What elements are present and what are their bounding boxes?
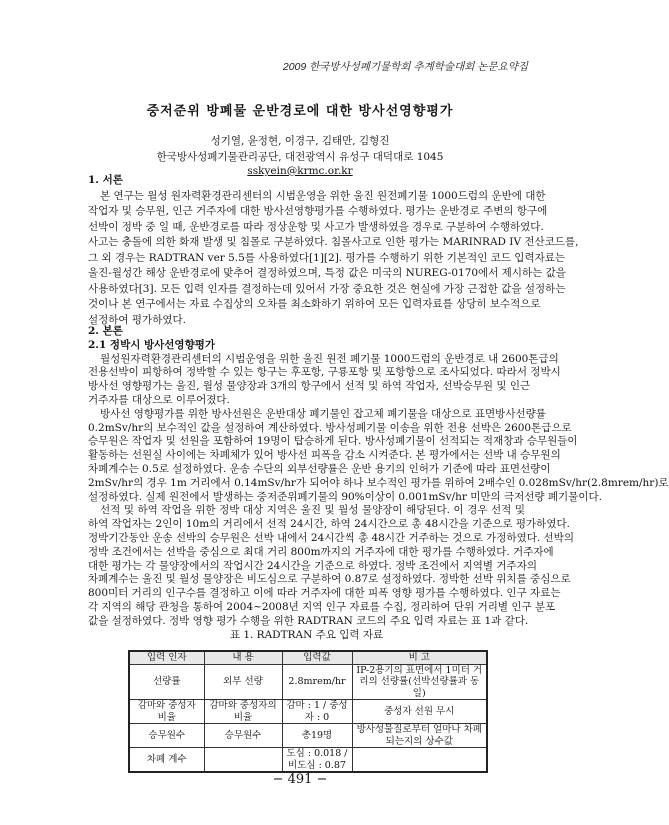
text-line: 차폐계수는 울진 및 월성 물양장은 비도심으로 구분하여 0.87로 설정하였다. 정박한 선박 위치를 중심으로 — [88, 573, 571, 586]
column-header: 입력값 — [282, 651, 352, 664]
text-line: 활동하는 선원실 사이에는 차폐체가 있어 방사선 피폭을 감소 시켜준다. 본 평가에서는 선박 내 승무원의 — [88, 449, 561, 462]
text-line: 하역 작업자는 2인이 10m의 거리에서 선적 24시간, 하역 24시간으로 총 48시간을 기준으로 평가하였다. — [88, 518, 570, 531]
table-cell: 차폐 계수 — [129, 748, 204, 773]
table-row — [129, 724, 487, 748]
table-cell: 방사성물질로부터 얼마나 차폐되는지의 상수값 — [352, 724, 487, 748]
table-cell: 감마 : 1 / 중성자 : 0 — [282, 700, 352, 724]
table-cell — [352, 748, 487, 773]
table-cell: 중성자 선원 무시 — [352, 700, 487, 724]
body-paragraph — [88, 352, 561, 408]
table-row — [129, 748, 487, 773]
text-line: 전용선박이 피항하여 정박할 수 있는 항구는 후포항, 구룡포항 및 포항항으로 조사되었다. 따라서 정박시 — [88, 366, 561, 379]
text-line: 승무원은 작업자 및 선원을 포함하여 19명이 탑승하게 된다. 방사성폐기물이 선적되는 적재창과 승무원들이 — [88, 435, 578, 448]
text-line: 방사선 영향평가를 위한 방사선원은 운반대상 폐기물인 잡고체 폐기물을 대상으로 표면방사선량률 — [100, 407, 546, 420]
author-email[interactable]: sskyein@krmc.or.kr — [247, 165, 353, 177]
section-heading: 2. 본론 — [88, 325, 123, 337]
text-line: 방사선 영향평가는 울진, 월성 물양장과 3개의 항구에서 선적 및 하역 작업자, 선박승무원 및 인근 — [88, 380, 531, 393]
paper-title: 중저준위 방폐물 운반경로에 대한 방사선영향평가 — [146, 104, 454, 119]
text-line: 사고는 충돌에 의한 화재 발생 및 침몰로 구분하였다. 침몰사고로 인한 평가는 MARINRAD IV 전산코드를, — [88, 236, 579, 248]
body-paragraph — [88, 407, 669, 505]
table-row — [129, 700, 487, 724]
text-line: 각 지역의 해당 관청을 통하여 2004~2008년 지역 인구 자료를 수집, 정리하여 단위 거리별 인구 분포 — [88, 600, 556, 613]
text-line: 선적 및 하역 작업을 위한 정박 대상 지역은 울진 및 월성 물양장이 해당된다. 이 경우 선적 및 — [100, 504, 525, 517]
page-number: − 491 − — [272, 772, 328, 787]
intro-paragraph — [88, 189, 579, 329]
table-cell — [204, 748, 282, 773]
column-header: 입력 인자 — [129, 651, 204, 664]
text-line: 대한 평가는 각 물양장에서의 작업시간 24시간을 기준으로 하였다. 정박 조건에서 지역별 거주자의 — [88, 559, 537, 572]
text-line: 사용하였다[3]. 모든 입력 인자를 결정하는데 있어서 가장 중요한 것은 현실에 가장 근접한 값을 설정하는 — [88, 282, 566, 295]
main-section — [88, 325, 669, 642]
text-line: 본 연구는 월성 원자력환경관리센터의 시범운영을 위한 울진 원전폐기물 1000드럼의 운반에 대한 — [100, 189, 546, 202]
text-line: 그 외 경우는 RADTRAN ver 5.5를 사용하였다[1][2]. 평가를 수행하기 위한 기본적인 코드 입력자료는 — [88, 251, 566, 264]
affiliation: 한국방사성폐기물관리공단, 대전광역시 유성구 대덕대로 1045 — [156, 151, 444, 163]
text-line: 800미터 거리의 인구수를 결정하고 이에 따라 거주자에 대한 피폭 영향 평가를 수행하였다. 인구 자료는 — [88, 587, 561, 600]
table-cell: 2.8mrem/hr — [282, 664, 352, 700]
section-heading: 1. 서론 — [88, 174, 123, 186]
text-line: 울진-월성간 해상 운반경로에 맞추어 결정하였으며, 특정 값은 미국의 NUREG-0170에서 제시하는 값을 — [88, 267, 566, 279]
table-caption: 표 1. RADTRAN 주요 입력 자료 — [229, 628, 384, 641]
column-header: 내 용 — [204, 651, 282, 664]
text-line: 월성원자력환경관리센터의 시범운영을 위한 울진 원전 폐기물 1000드럼의 운반경로 내 2600톤급의 — [100, 352, 559, 365]
text-line: 설정하여 평가하였다. — [88, 313, 186, 326]
text-line: 2mSv/hr의 경우 1m 거리에서 0.14mSv/hr가 되어야 하나 보수적인 평가를 위하여 2배수인 0.028mSv/hr(2.8mrem/hr)로 — [88, 476, 669, 489]
table-row — [129, 664, 487, 700]
text-line: 차폐계수는 0.5로 설정하였다. 운송 수단의 외부선량률은 운반 용기의 인허가 기준에 따라 표면선량이 — [88, 462, 551, 475]
table-cell: 선량률 — [129, 664, 204, 700]
input-data-table — [128, 650, 488, 773]
table-cell: 도심 : 0.018 / 비도심 : 0.87 — [282, 748, 352, 773]
column-header: 비 고 — [352, 651, 487, 664]
authors: 성기열, 윤정현, 이경구, 김태만, 김형진 — [210, 135, 390, 147]
text-line: 정박기간동안 운송 선박의 승무원은 선박 내에서 24시간씩 총 48시간 거주하는 것으로 가정하였다. 선박의 — [88, 531, 574, 544]
text-line: 0.2mSv/hr의 보수적인 값을 설정하여 계산하였다. 방사성폐기물 이송을 위한 전용 선박은 2600톤급으로 — [88, 421, 572, 434]
table-cell: 총19명 — [282, 724, 352, 748]
subsection-heading: 2.1 정박시 방사선영향평가 — [88, 338, 216, 351]
table-header-row — [129, 651, 487, 664]
table-cell: 승무원수 — [129, 724, 204, 748]
text-line: 값을 설정하였다. 정박 영향 평가 수행을 위한 RADTRAN 코드의 주요 입력 자료는 표 1과 같다. — [88, 614, 529, 627]
table-cell: 감마와 중성자 비율 — [129, 700, 204, 724]
text-line: 작업자 및 승무원, 인근 거주자에 대한 방사선영향평가를 수행하였다. 평가는 운반경로 주변의 항구에 — [88, 205, 548, 217]
table-cell: 외부 선량 — [204, 664, 282, 700]
proceedings-header: 2009 한국방사성폐기물학회 추계학술대회 논문요약집 — [282, 61, 528, 73]
table-cell: 승무원수 — [204, 724, 282, 748]
table-cell: IP-2용기의 표면에서 1미터 거리의 선량률(선박선량률과 동일) — [352, 664, 487, 700]
text-line: 정박 조건에서는 선박을 중심으로 최대 거리 800m까지의 거주자에 대한 평가를 수행하였다. 거주자에 — [88, 545, 554, 558]
text-line: 설정하였다. 실제 원전에서 발생하는 중저준위폐기물의 90%이상이 0.001mSv/hr 미만의 극저선량 폐기물이다. — [88, 490, 602, 503]
intro-section — [88, 173, 579, 328]
text-line: 것이나 본 연구에서는 자료 수집상의 오차를 최소화하기 위하여 모든 입력자료를 상당히 보수적으로 — [88, 298, 541, 310]
table-cell: 감마와 중성자의 비율 — [204, 700, 282, 724]
text-line: 선박이 정박 중 일 때, 운반경로를 따라 정상운항 및 사고가 발생하였을 경우로 구분하여 수행하였다. — [88, 220, 544, 233]
body-paragraph — [88, 504, 574, 628]
text-line: 거주자를 대상으로 이루어졌다. — [88, 393, 230, 406]
